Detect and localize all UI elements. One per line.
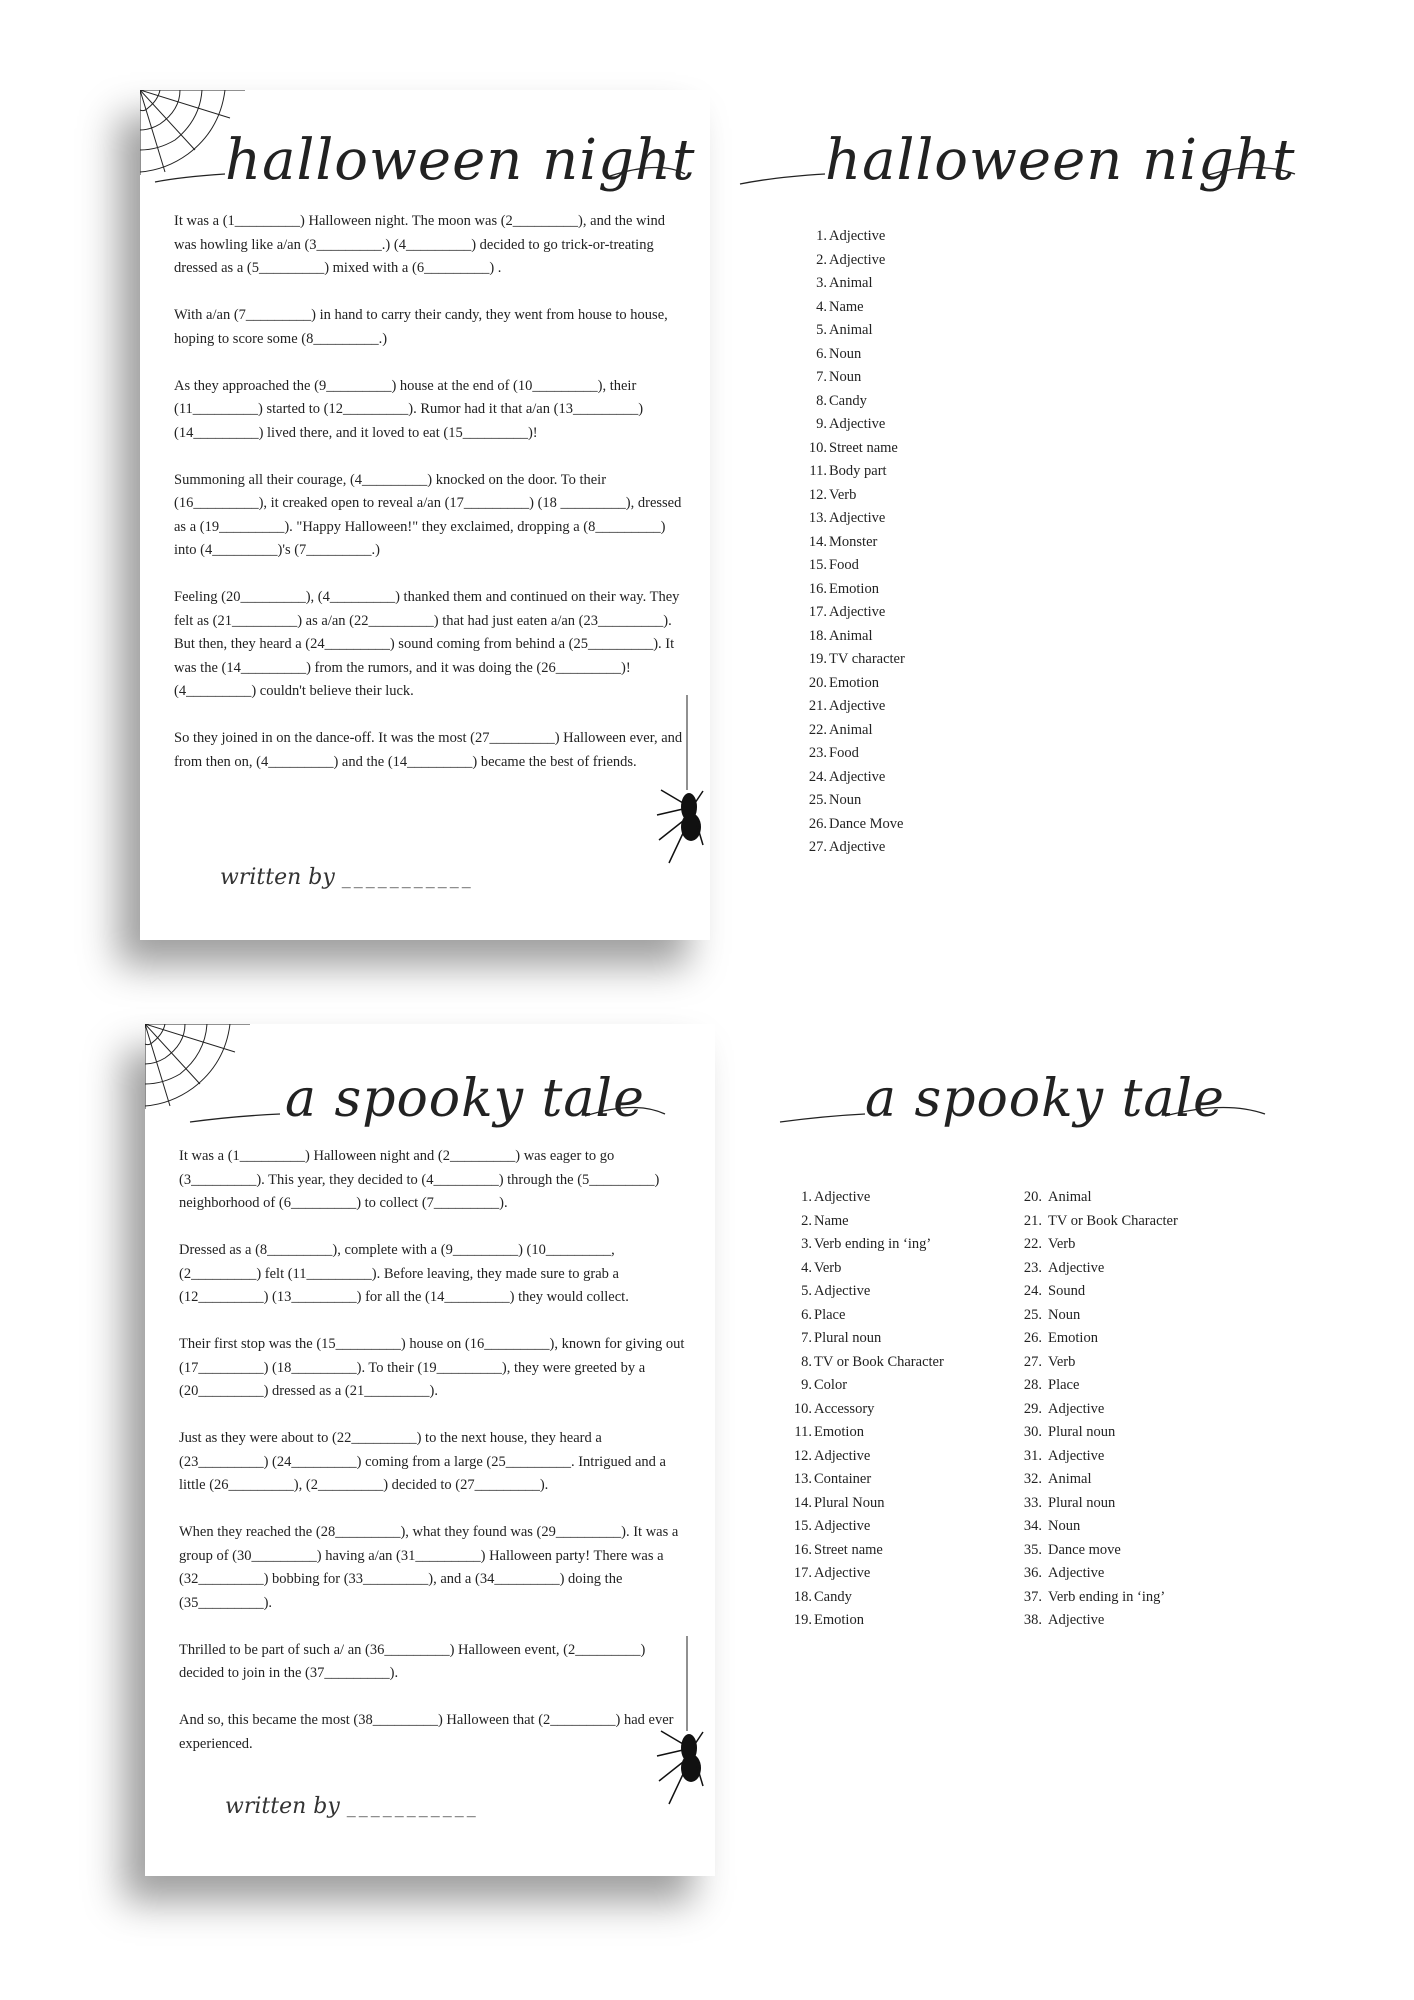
- story-paragraph: Dressed as a (8_________), complete with a (9_________) (10_________, (2_________) felt (11_________). Before leaving, they made sure to grab a (12_________) (13_________) for all the (14_________) they would collect.: [179, 1242, 629, 1305]
- story-body: [179, 1145, 689, 1780]
- word-list-label: Dance move: [1048, 1541, 1121, 1558]
- word-list-number: 8.: [816, 392, 827, 409]
- word-list-label: Adjective: [829, 604, 886, 620]
- word-list-number: 12.: [793, 1447, 812, 1464]
- word-list-number: 28.: [1023, 1377, 1042, 1393]
- word-list-item: [805, 249, 905, 273]
- word-list-item: [805, 672, 905, 696]
- word-list-number: 15.: [793, 1518, 812, 1534]
- word-list-item: [805, 272, 905, 296]
- word-list-item: [1020, 1257, 1178, 1281]
- story-paragraph: As they approached the (9_________) house at the end of (10_________), their (11_________) started to (12_________). Rumor had it that a/an (13_________) (14_________) lived there, and it loved to eat (15_________)!: [174, 377, 644, 441]
- word-list-number: 24.: [1023, 1283, 1042, 1299]
- word-list-item: [805, 813, 905, 837]
- word-list-label: Color: [814, 1377, 848, 1393]
- story-paragraph: It was a (1_________) Halloween night and (2_________) was eager to go (3_________). This year, they decided to (4_________) through the (5_________) neighborhood of (6_________) to collect (7_________).: [179, 1148, 660, 1211]
- word-list-item: [1020, 1398, 1178, 1422]
- word-list-label: Noun: [829, 345, 862, 362]
- word-list-item: [790, 1468, 944, 1492]
- word-list-number: 27.: [808, 839, 827, 855]
- word-list-number: 16.: [793, 1541, 812, 1558]
- word-list-label: Emotion: [814, 1424, 864, 1440]
- word-list-item: [790, 1257, 944, 1281]
- word-list-label: Emotion: [814, 1612, 864, 1628]
- word-list-number: 25.: [1023, 1306, 1042, 1323]
- word-list-label: Plural noun: [1048, 1494, 1116, 1511]
- word-list-item: [1020, 1586, 1178, 1610]
- word-list-label: Verb: [814, 1259, 842, 1276]
- word-list-number: 14.: [808, 533, 827, 550]
- word-list-label: Adjective: [1048, 1565, 1105, 1581]
- page-title: halloween night: [225, 128, 696, 193]
- spooky-tale-word-list-page: [735, 1024, 1305, 1876]
- word-list-number: 5.: [816, 322, 827, 338]
- word-list-number: 1.: [801, 1189, 812, 1205]
- word-list-item: [805, 507, 905, 531]
- word-list-label: Name: [814, 1212, 849, 1229]
- word-list-item: [1020, 1186, 1178, 1210]
- word-list-number: 25.: [808, 792, 827, 808]
- word-list-number: 18.: [808, 627, 827, 644]
- word-list-column-1: [790, 1186, 944, 1633]
- word-list-label: Dance Move: [829, 815, 904, 832]
- word-list-item: [805, 484, 905, 508]
- story-paragraph: Thrilled to be part of such a/ an (36_________) Halloween event, (2_________) decided to join in the (37_________).: [179, 1641, 646, 1681]
- word-list-number: 16.: [808, 580, 827, 597]
- word-list-item: [805, 390, 905, 414]
- halloween-night-story-page: [140, 90, 710, 940]
- word-list-item: [1020, 1351, 1178, 1375]
- word-list-item: [1020, 1280, 1178, 1304]
- word-list-number: 36.: [1023, 1565, 1042, 1581]
- title-swash: [145, 1092, 705, 1132]
- word-list-item: [1020, 1492, 1178, 1516]
- word-list-item: [1020, 1421, 1178, 1445]
- word-list-number: 15.: [808, 557, 827, 573]
- word-list-item: [805, 648, 905, 672]
- word-list-number: 22.: [808, 721, 827, 738]
- word-list-label: Animal: [829, 275, 873, 291]
- word-list-label: TV character: [829, 651, 905, 667]
- word-list-item: [805, 319, 905, 343]
- word-list-item: [790, 1492, 944, 1516]
- word-list-number: 22.: [1023, 1236, 1042, 1252]
- word-list-label: Adjective: [829, 251, 886, 268]
- word-list-number: 35.: [1023, 1541, 1042, 1558]
- word-list-label: Verb ending in ‘ing’: [814, 1236, 932, 1252]
- word-list-label: Sound: [1048, 1283, 1086, 1299]
- word-list-label: Emotion: [829, 674, 879, 691]
- word-list-label: Adjective: [1048, 1612, 1105, 1628]
- word-list-item: [790, 1374, 944, 1398]
- word-list-number: 24.: [808, 768, 827, 785]
- word-list-label: Noun: [829, 369, 862, 385]
- word-list-item: [805, 836, 905, 860]
- word-list-number: 31.: [1023, 1447, 1042, 1464]
- word-list-number: 14.: [793, 1494, 812, 1511]
- word-list-label: Plural noun: [814, 1330, 882, 1346]
- word-list-item: [790, 1515, 944, 1539]
- word-list-item: [790, 1539, 944, 1563]
- word-list-number: 6.: [816, 345, 827, 362]
- story-paragraph: So they joined in on the dance-off. It was the most (27_________) Halloween ever, and from then on, (4_________) and the (14_________) became the best of friends.: [174, 730, 683, 770]
- word-list-item: [805, 742, 905, 766]
- word-list-label: Place: [814, 1306, 846, 1323]
- story-paragraph: Summoning all their courage, (4_________) knocked on the door. To their (16_________), it creaked open to reveal a/an (17_________) (18 _________), dressed as a (19_________). "Happy Halloween!" they exclaimed, dropping a (8_________) into (4_________)'s (7_________.): [174, 471, 682, 558]
- word-list-number: 9.: [816, 416, 827, 432]
- word-list-item: [805, 343, 905, 367]
- word-list-label: Emotion: [829, 580, 879, 597]
- word-list-label: Accessory: [814, 1400, 875, 1417]
- story-paragraph: When they reached the (28_________), what they found was (29_________). It was a group of (30_________) having a/an (31_________) Halloween party! There was a (32_________) bobbing for (33_________), and a (34_________) doing the (35_________).: [179, 1524, 679, 1611]
- word-list-item: [1020, 1539, 1178, 1563]
- written-by-blank[interactable]: ___________: [341, 868, 474, 889]
- word-list-label: Adjective: [829, 510, 886, 526]
- word-list-item: [805, 531, 905, 555]
- word-list-number: 20.: [808, 674, 827, 691]
- word-list-label: Adjective: [1048, 1259, 1105, 1276]
- word-list-label: TV or Book Character: [814, 1353, 944, 1370]
- word-list-number: 23.: [1023, 1259, 1042, 1276]
- word-list-number: 17.: [808, 604, 827, 620]
- word-list-item: [1020, 1468, 1178, 1492]
- word-list-item: [1020, 1233, 1178, 1257]
- word-list-number: 13.: [793, 1471, 812, 1487]
- word-list-number: 30.: [1023, 1424, 1042, 1440]
- word-list-number: 2.: [801, 1212, 812, 1229]
- word-list-label: Plural Noun: [814, 1494, 885, 1511]
- story-paragraph: Feeling (20_________), (4_________) thanked them and continued on their way. They felt as (21_________) as a/an (22_________) that had just eaten a/an (23_________). But then, they heard a (24_________) sound coming from behind a (25_________). It was the (14_________) from the rumors, and it was doing the (26_________)! (4_________) couldn't believe their luck.: [174, 589, 680, 699]
- word-list-label: Verb: [1048, 1236, 1076, 1252]
- word-list-label: Food: [829, 557, 859, 573]
- word-list-item: [805, 625, 905, 649]
- word-list-label: Body part: [829, 463, 887, 479]
- word-list-label: Monster: [829, 533, 878, 550]
- written-by-line: [220, 865, 474, 890]
- word-list-item: [1020, 1304, 1178, 1328]
- word-list-number: 10.: [793, 1400, 812, 1417]
- word-list-item: [790, 1609, 944, 1633]
- word-list-label: Adjective: [814, 1565, 871, 1581]
- word-list-label: Adjective: [829, 228, 886, 244]
- word-list-label: Candy: [814, 1588, 852, 1605]
- word-list-item: [790, 1445, 944, 1469]
- title-swash: [735, 152, 1305, 192]
- page-title: halloween night: [825, 128, 1296, 193]
- word-list-item: [790, 1186, 944, 1210]
- word-list-label: Plural noun: [1048, 1424, 1116, 1440]
- word-list-item: [805, 601, 905, 625]
- word-list-number: 27.: [1023, 1353, 1042, 1370]
- word-list-item: [805, 296, 905, 320]
- word-list-item: [1020, 1515, 1178, 1539]
- word-list-number: 23.: [808, 745, 827, 761]
- word-list-number: 2.: [816, 251, 827, 268]
- word-list-item: [790, 1304, 944, 1328]
- word-list-number: 21.: [808, 698, 827, 714]
- word-list-number: 7.: [801, 1330, 812, 1346]
- written-by-label: written by: [220, 865, 335, 890]
- word-list-number: 10.: [808, 439, 827, 456]
- story-paragraph: With a/an (7_________) in hand to carry their candy, they went from house to house, hoping to score some (8_________.): [174, 307, 668, 347]
- word-list-number: 37.: [1023, 1588, 1042, 1605]
- word-list-number: 11.: [794, 1424, 812, 1440]
- word-list-item: [790, 1233, 944, 1257]
- story-paragraph: Just as they were about to (22_________) to the next house, they heard a (23_________) (24_________) coming from a large (25_________. Intrigued and a little (26_________), (2_________) decided to (27_________).: [179, 1430, 666, 1493]
- word-list-label: Noun: [1048, 1306, 1081, 1323]
- word-list-number: 4.: [801, 1259, 812, 1276]
- word-list-label: Animal: [1048, 1189, 1092, 1205]
- word-list-number: 4.: [816, 298, 827, 315]
- spider-icon: [655, 695, 705, 875]
- word-list-item: [805, 437, 905, 461]
- word-list-label: Adjective: [1048, 1400, 1105, 1417]
- word-list-number: 29.: [1023, 1400, 1042, 1417]
- word-list-number: 20.: [1023, 1189, 1042, 1205]
- word-list: [805, 225, 905, 860]
- word-list-number: 5.: [801, 1283, 812, 1299]
- story-paragraph: Their first stop was the (15_________) house on (16_________), known for giving out (17_________) (18_________). To their (19_________), they were greeted by a (20_________) dressed as a (21_________).: [179, 1336, 685, 1399]
- word-list-number: 21.: [1023, 1212, 1042, 1229]
- word-list-label: Container: [814, 1471, 872, 1487]
- word-list-number: 7.: [816, 369, 827, 385]
- word-list-column-2: [1020, 1186, 1178, 1633]
- word-list-item: [1020, 1445, 1178, 1469]
- word-list-label: Adjective: [814, 1518, 871, 1534]
- word-list-label: Adjective: [829, 698, 886, 714]
- word-list-label: Candy: [829, 392, 867, 409]
- word-list-label: Adjective: [1048, 1447, 1105, 1464]
- word-list-item: [805, 766, 905, 790]
- word-list-item: [1020, 1210, 1178, 1234]
- word-list-label: Verb: [1048, 1353, 1076, 1370]
- word-list-label: Adjective: [829, 416, 886, 432]
- word-list-label: Animal: [829, 721, 873, 738]
- word-list-item: [790, 1398, 944, 1422]
- word-list-number: 26.: [1023, 1330, 1042, 1346]
- spooky-tale-story-page: [145, 1024, 715, 1876]
- word-list-item: [805, 719, 905, 743]
- word-list-number: 19.: [793, 1612, 812, 1628]
- word-list-label: Adjective: [814, 1447, 871, 1464]
- page-title: a spooky tale: [865, 1069, 1225, 1129]
- word-list-label: Place: [1048, 1377, 1080, 1393]
- story-paragraph: And so, this became the most (38_________) Halloween that (2_________) had ever experienced.: [179, 1712, 674, 1752]
- written-by-label: written by: [225, 1794, 340, 1819]
- word-list-number: 12.: [808, 486, 827, 503]
- word-list-number: 13.: [808, 510, 827, 526]
- word-list-item: [805, 695, 905, 719]
- word-list-item: [1020, 1609, 1178, 1633]
- word-list-number: 3.: [816, 275, 827, 291]
- word-list-item: [1020, 1562, 1178, 1586]
- word-list-item: [805, 460, 905, 484]
- word-list-label: Verb: [829, 486, 857, 503]
- word-list-label: Street name: [814, 1541, 883, 1558]
- word-list-item: [790, 1351, 944, 1375]
- word-list-item: [805, 366, 905, 390]
- title-swash: [735, 1092, 1305, 1132]
- word-list-number: 9.: [801, 1377, 812, 1393]
- word-list-label: Animal: [829, 627, 873, 644]
- word-list-number: 11.: [809, 463, 827, 479]
- word-list-label: TV or Book Character: [1048, 1212, 1178, 1229]
- word-list-item: [805, 578, 905, 602]
- word-list-label: Adjective: [829, 839, 886, 855]
- word-list-label: Animal: [1048, 1471, 1092, 1487]
- word-list-label: Name: [829, 298, 864, 315]
- word-list-item: [790, 1280, 944, 1304]
- word-list-number: 34.: [1023, 1518, 1042, 1534]
- spider-icon: [655, 1636, 705, 1816]
- word-list-item: [790, 1327, 944, 1351]
- word-list-label: Verb ending in ‘ing’: [1048, 1588, 1166, 1605]
- word-list-number: 33.: [1023, 1494, 1042, 1511]
- word-list-item: [805, 413, 905, 437]
- title-swash: [140, 152, 700, 192]
- word-list-item: [790, 1586, 944, 1610]
- word-list-item: [1020, 1374, 1178, 1398]
- halloween-night-word-list-page: [735, 90, 1305, 940]
- word-list-number: 18.: [793, 1588, 812, 1605]
- word-list-label: Emotion: [1048, 1330, 1098, 1346]
- word-list-number: 8.: [801, 1353, 812, 1370]
- story-paragraph: It was a (1_________) Halloween night. The moon was (2_________), and the wind was howling like a/an (3_________.) (4_________) decided to go trick-or-treating dressed as a (5_________) mixed with a (6_________) .: [174, 213, 666, 276]
- word-list-label: Adjective: [814, 1189, 871, 1205]
- word-list-number: 32.: [1023, 1471, 1042, 1487]
- word-list-number: 19.: [808, 651, 827, 667]
- word-list-label: Adjective: [829, 768, 886, 785]
- word-list-number: 38.: [1023, 1612, 1042, 1628]
- word-list-label: Noun: [1048, 1518, 1081, 1534]
- word-list-number: 26.: [808, 815, 827, 832]
- word-list-item: [805, 554, 905, 578]
- word-list-label: Animal: [829, 322, 873, 338]
- word-list-label: Street name: [829, 439, 898, 456]
- written-by-blank[interactable]: ___________: [346, 1797, 479, 1818]
- story-body: [174, 210, 684, 798]
- word-list-item: [1020, 1327, 1178, 1351]
- word-list-label: Food: [829, 745, 859, 761]
- word-list-label: Adjective: [814, 1283, 871, 1299]
- word-list-item: [805, 225, 905, 249]
- word-list-number: 3.: [801, 1236, 812, 1252]
- word-list-item: [805, 789, 905, 813]
- written-by-line: [225, 1794, 479, 1819]
- word-list-item: [790, 1210, 944, 1234]
- word-list-item: [790, 1421, 944, 1445]
- word-list-number: 6.: [801, 1306, 812, 1323]
- page-title: a spooky tale: [285, 1069, 645, 1129]
- word-list-label: Noun: [829, 792, 862, 808]
- word-list-item: [790, 1562, 944, 1586]
- word-list-number: 17.: [793, 1565, 812, 1581]
- word-list-number: 1.: [816, 228, 827, 244]
